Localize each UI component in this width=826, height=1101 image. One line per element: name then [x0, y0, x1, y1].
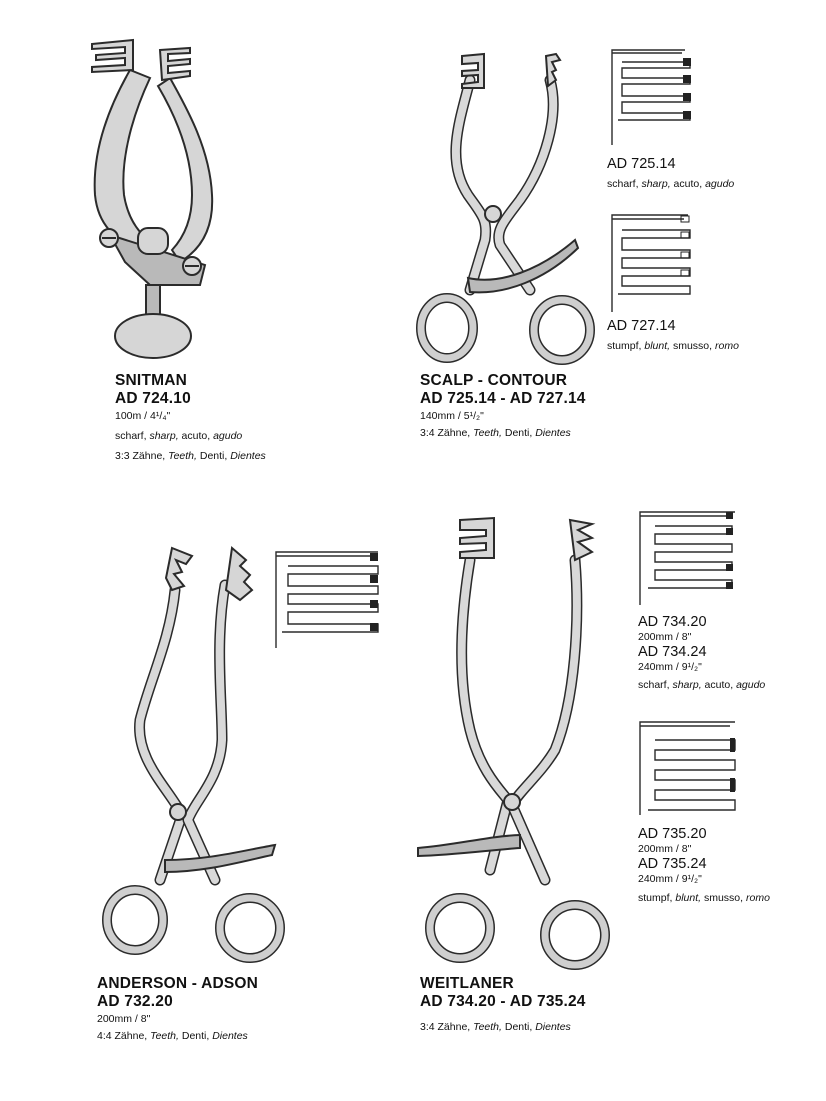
ad73424-code: AD 734.24 — [638, 644, 707, 660]
scalp-contour-code: AD 725.14 - AD 727.14 — [420, 390, 586, 407]
snitman-size: 100m / 4¹/₄" — [115, 410, 171, 422]
ad735-label — [638, 826, 770, 905]
ad73424-size: 240mm / 9¹/₂" — [638, 661, 702, 673]
ad73524-code: AD 735.24 — [638, 856, 707, 872]
snitman-code: AD 724.10 — [115, 390, 191, 407]
weitlaner-caption — [420, 975, 586, 1034]
ad735-tips: stumpf, blunt, smusso, romo — [638, 892, 770, 904]
ad734-label — [638, 614, 765, 692]
scalp-contour-size: 140mm / 5¹/₂" — [420, 410, 484, 422]
weitlaner-code: AD 734.20 - AD 735.24 — [420, 993, 586, 1010]
snitman-name: SNITMAN — [115, 372, 188, 389]
weitlaner-name: WEITLANER — [420, 975, 514, 992]
ad73524-size: 240mm / 9¹/₂" — [638, 873, 702, 885]
anderson-adson-teeth: 4:4 Zähne, Teeth, Denti, Dientes — [97, 1030, 248, 1042]
ad734-tips: scharf, sharp, acuto, agudo — [638, 679, 766, 691]
anderson-adson-code: AD 732.20 — [97, 993, 173, 1010]
ad72714-tips: stumpf, blunt, smusso, romo — [607, 340, 739, 352]
scalp-contour-teeth: 3:4 Zähne, Teeth, Denti, Dientes — [420, 427, 571, 439]
ad72514-code: AD 725.14 — [607, 156, 676, 172]
scalp-contour-name: SCALP - CONTOUR — [420, 372, 568, 389]
ad73420-size: 200mm / 8" — [638, 631, 692, 643]
snitman-tips: scharf, sharp, acuto, agudo — [115, 430, 243, 442]
ad72714-code: AD 727.14 — [607, 318, 676, 334]
anderson-adson-size: 200mm / 8" — [97, 1013, 151, 1025]
ad72714-label — [607, 318, 739, 353]
snitman-caption — [115, 372, 266, 463]
ad72514-tips: scharf, sharp, acuto, agudo — [607, 178, 735, 190]
anderson-adson-name: ANDERSON - ADSON — [97, 975, 259, 992]
ad73520-code: AD 735.20 — [638, 826, 707, 842]
ad72514-label — [607, 156, 734, 191]
anderson-adson-caption — [97, 975, 258, 1043]
weitlaner-teeth: 3:4 Zähne, Teeth, Denti, Dientes — [420, 1021, 571, 1033]
snitman-teeth: 3:3 Zähne, Teeth, Denti, Dientes — [115, 450, 266, 462]
scalp-contour-caption — [420, 372, 586, 440]
ad73420-code: AD 734.20 — [638, 614, 707, 630]
ad73520-size: 200mm / 8" — [638, 843, 692, 855]
